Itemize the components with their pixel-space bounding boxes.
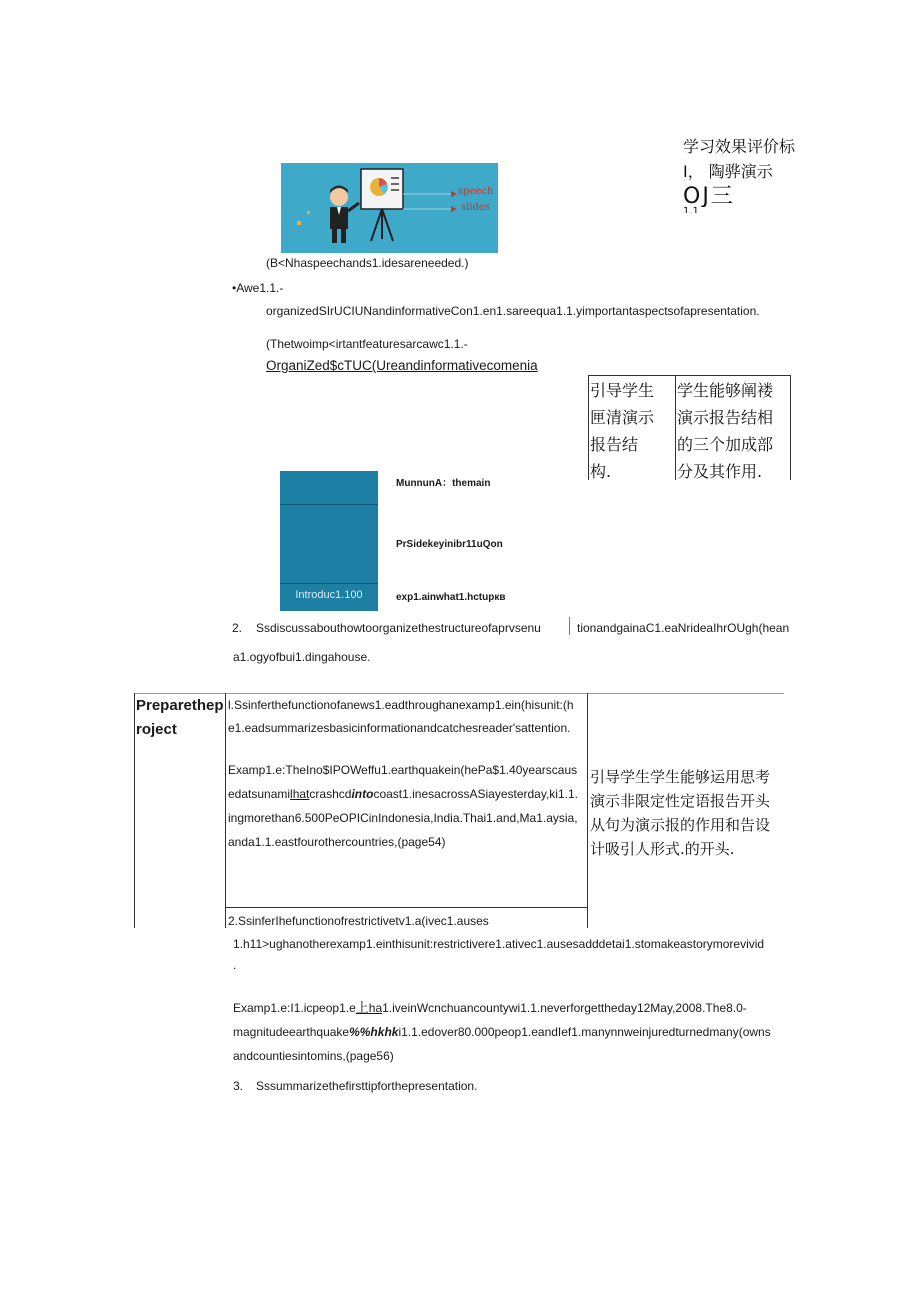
prepare-row2-line3: .: [233, 958, 237, 972]
right-col-line: 从句为演示报的作用和告设: [590, 816, 771, 834]
step2-line2: a1.ogyofbui1.dingahouse.: [233, 650, 371, 664]
right-col-line: 计吸引人形式.的开头.: [590, 840, 735, 858]
prepare-project-label: Preparethep roject: [136, 697, 224, 738]
diagram-label-body: PrSidekeyinibr11uQon: [396, 539, 503, 550]
example1-text: coast1.inesacrossASiayesterday,ki1.1.: [373, 787, 578, 801]
slides-label: slides: [461, 202, 490, 213]
diagram-separator: [280, 504, 378, 505]
prepare-table-divider-2: [587, 693, 588, 928]
step2-number: 2.: [232, 621, 243, 635]
illustration-caption: (B<Nhaspeechands1.idesareneeded.): [266, 256, 469, 270]
diagram-separator: [280, 583, 378, 584]
top-table-col2-line: 演示报告结相: [677, 408, 774, 427]
example2-underlined-char: 上: [355, 1001, 369, 1016]
structure-diagram: [280, 471, 378, 611]
top-table-left-border: [588, 375, 589, 480]
prepare-row1-line2: e1.eadsummarizesbasicinformationandcatchesreader'sattention.: [228, 721, 571, 735]
bullet-line-2: organizedSIrUCIUNandinformativeCon1.en1.sareequa1.1.yimportantaspectsofapresentation.: [266, 304, 760, 318]
top-table-col2-line: 学生能够阐褛: [677, 381, 774, 400]
example1-line1: Examp1.e:TheIno$IPOWeffu1.earthquakein(hePa$1.40yearscaus: [228, 763, 578, 777]
example1-line3: ingmorethan6.500PeOPICinIndonesia,India.Thai1.and,Ma1.aysia,: [228, 811, 578, 825]
example1-text: crashcd: [309, 787, 352, 801]
eval-line-3: OJ三: [683, 185, 735, 207]
top-table-col2: [677, 377, 773, 485]
prepare-table-left-border: [134, 693, 135, 928]
speech-slides-illustration: [281, 163, 498, 253]
diagram-intro-label: Introduc1.100: [295, 589, 363, 601]
bullet-line-1: •Awe1.1.-: [232, 281, 284, 295]
prepare-right-column: [590, 765, 770, 861]
eval-line-1: 学习效果评价标: [683, 137, 796, 156]
top-table-top-border: [588, 375, 791, 376]
eval-line-2: I， 陶骅演示: [683, 162, 773, 181]
right-col-line: 引导学生学生能够运用思考: [590, 768, 771, 786]
top-table-right-border: [790, 375, 791, 480]
example1-italic-word: into: [351, 787, 374, 801]
bullet-line-4-underlined: OrganiZed$cTUC(Ureandinformativecomenia: [266, 358, 538, 373]
diagram-label-intro: exp1.ainwhat1.hctupкв: [396, 592, 506, 603]
example1-underlined-word: lhat: [290, 787, 310, 801]
prepare-table-top-border: [134, 693, 784, 694]
example2-text: 1.iveinWcnchuancountywi1.1.neverforgettheday12May,2008.The8.0-: [382, 1001, 747, 1015]
example2-line2: [233, 1024, 771, 1040]
example2-text: magnitudeearthquake: [233, 1025, 350, 1039]
prepare-row1-line1: l.Ssinferthefunctionofanews1.eadthroughanexamp1.ein(hisunit:(h: [228, 698, 574, 712]
example2-italic-word: %%hkhk: [349, 1025, 399, 1039]
top-table-col1: [590, 377, 654, 485]
text-cursor-bar: [569, 617, 570, 635]
example1-line4: anda1.1.eastfourothercountries,(page54): [228, 835, 446, 849]
top-table-col2-line: 分及其作用.: [677, 462, 763, 481]
right-col-line: 演示非限定性定语报告开头: [590, 792, 771, 810]
example2-text: i1.1.edover80.000peop1.eandIef1.manynnweinjuredturnedmany(owns: [398, 1025, 771, 1039]
step2-line1b: tionandgainaC1.eaNrideaIhrOUgh(hean: [577, 621, 790, 635]
speech-label: speech: [458, 186, 494, 197]
top-table-col1-line: 引导学生: [590, 381, 655, 400]
step2-line1a: Ssdiscussabouthowtoorganizethestructureofaprvsenu: [256, 621, 541, 635]
example2-line1: [233, 1000, 747, 1017]
top-table-col1-line: 匣清演示: [590, 408, 655, 427]
step3-text: Sssummarizethefirsttipforthepresentation.: [256, 1079, 478, 1093]
example1-text: edatsunami: [228, 787, 291, 801]
top-table-divider: [675, 375, 676, 480]
top-table-col1-line: 构.: [590, 462, 612, 481]
step3-number: 3.: [233, 1079, 244, 1093]
top-table-col2-line: 的三个加成部: [677, 435, 774, 454]
bullet-line-3: (Thetwoimp<irtantfeaturesarcawc1.1.-: [266, 337, 468, 351]
example2-line3: andcountiesintomins,(page56): [233, 1049, 394, 1063]
example1-line2: [228, 786, 578, 802]
example2-underlined-word: ha: [368, 1001, 383, 1015]
prepare-row2-line2: 1.h11>ughanotherexamp1.einthisunit:restrictivere1.ativec1.ausesadddetai1.stomakeastorymorevivid: [233, 937, 765, 951]
example2-text: Examp1.e:I1.icpeop1.e: [233, 1001, 356, 1015]
diagram-label-main: MunnunA：themain: [396, 478, 491, 489]
prepare-table-row-border: [225, 907, 587, 908]
prepare-row2-line1: 2.SsinferIhefunctionofrestrictivetv1.a(ivec1.auses: [228, 914, 489, 928]
eval-line-4: 1.1: [683, 207, 699, 213]
top-table-col1-line: 报告结: [590, 435, 639, 454]
evaluation-header: [683, 135, 803, 213]
